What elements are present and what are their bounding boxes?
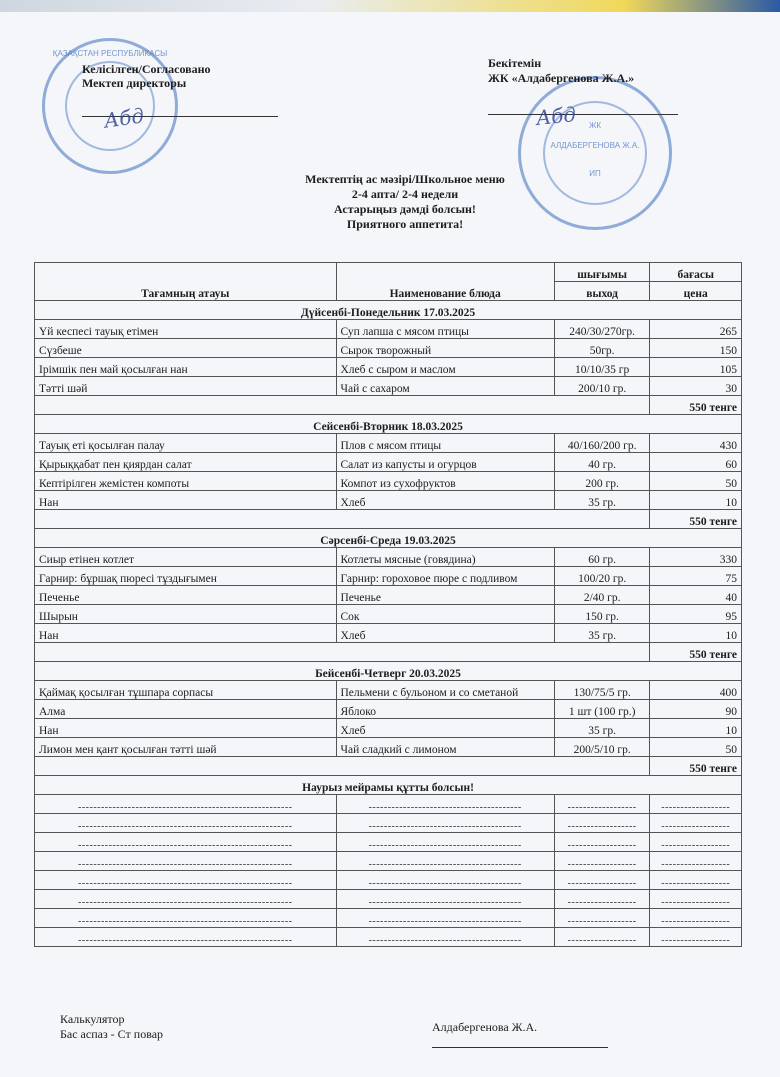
dish-price: 265: [650, 320, 742, 339]
dish-output: 50гр.: [554, 339, 650, 358]
day-title: Сәрсенбі-Среда 19.03.2025: [35, 529, 742, 548]
dish-price: 430: [650, 434, 742, 453]
table-row: [35, 586, 742, 605]
right-stamp-top: ЖК: [588, 121, 602, 130]
empty-cell-price: ------------------: [650, 909, 742, 928]
dish-name-ru: Печенье: [336, 586, 554, 605]
empty-row: [35, 871, 742, 890]
holiday-greeting: Наурыз мейрамы құтты болсын!: [35, 776, 742, 795]
dish-price: 330: [650, 548, 742, 567]
table-row: [35, 453, 742, 472]
dish-name-ru: Хлеб: [336, 491, 554, 510]
empty-cell-output: ------------------: [554, 852, 650, 871]
dish-name-ru: Плов с мясом птицы: [336, 434, 554, 453]
total-spacer: [35, 510, 650, 529]
dish-name-ru: Сок: [336, 605, 554, 624]
dish-price: 150: [650, 339, 742, 358]
table-row: [35, 358, 742, 377]
empty-cell-output: ------------------: [554, 871, 650, 890]
col-header-price-ru: цена: [650, 282, 742, 301]
day-total: 550 тенге: [650, 643, 742, 662]
dish-name-kz: Шырын: [35, 605, 337, 624]
empty-cell-price: ------------------: [650, 928, 742, 947]
dish-name-kz: Қаймақ қосылған тұшпара сорпасы: [35, 681, 337, 700]
holiday-row: [35, 776, 742, 795]
empty-cell-output: ------------------: [554, 890, 650, 909]
col-header-price-kz: бағасы: [650, 263, 742, 282]
day-total-row: [35, 396, 742, 415]
weeks-label: 2-4 апта/ 2-4 недели: [351, 187, 459, 201]
dish-output: 35 гр.: [554, 624, 650, 643]
calculator-label: Калькулятор: [60, 1012, 125, 1026]
empty-cell-ru: ----------------------------------------: [336, 890, 554, 909]
wish-ru: Приятного аппетита!: [346, 217, 464, 231]
dish-output: 200/10 гр.: [554, 377, 650, 396]
empty-cell-ru: ----------------------------------------: [336, 814, 554, 833]
dish-name-kz: Сүзбеше: [35, 339, 337, 358]
dish-name-kz: Гарнир: бұршақ пюресі тұздығымен: [35, 567, 337, 586]
empty-cell-kz: --------------------------------------------------------: [35, 909, 337, 928]
dish-name-ru: Сырок творожный: [336, 339, 554, 358]
dish-name-ru: Компот из сухофруктов: [336, 472, 554, 491]
empty-cell-kz: --------------------------------------------------------: [35, 890, 337, 909]
empty-cell-output: ------------------: [554, 833, 650, 852]
entrepreneur-label: ЖК «Алдабергенова Ж.А.»: [488, 71, 635, 85]
empty-cell-ru: ----------------------------------------: [336, 909, 554, 928]
dish-name-ru: Хлеб: [336, 719, 554, 738]
dish-price: 10: [650, 491, 742, 510]
day-title: Сейсенбі-Вторник 18.03.2025: [35, 415, 742, 434]
dish-output: 200/5/10 гр.: [554, 738, 650, 757]
dish-price: 50: [650, 738, 742, 757]
empty-cell-output: ------------------: [554, 928, 650, 947]
dish-name-ru: Чай сладкий с лимоном: [336, 738, 554, 757]
empty-row: [35, 890, 742, 909]
day-total-row: [35, 510, 742, 529]
director-signature: Абд: [102, 103, 146, 133]
dish-name-kz: Ірімшік пен май қосылған нан: [35, 358, 337, 377]
total-spacer: [35, 643, 650, 662]
dish-name-ru: Салат из капусты и огурцов: [336, 453, 554, 472]
day-title: Дүйсенбі-Понедельник 17.03.2025: [35, 301, 742, 320]
signatory-line: [432, 1035, 608, 1048]
signatory-name: Алдабергенова Ж.А.: [432, 1020, 538, 1034]
dish-name-kz: Сиыр етінен котлет: [35, 548, 337, 567]
dish-name-ru: Пельмени с бульоном и со сметаной: [336, 681, 554, 700]
col-header-output-kz: шығымы: [554, 263, 650, 282]
dish-output: 35 гр.: [554, 719, 650, 738]
left-stamp-text: ҚАЗАҚСТАН РЕСПУБЛИКАСЫ: [52, 49, 168, 58]
empty-cell-kz: --------------------------------------------------------: [35, 814, 337, 833]
dish-name-kz: Лимон мен қант қосылған тәтті шәй: [35, 738, 337, 757]
dish-name-kz: Қырыққабат пен қиярдан салат: [35, 453, 337, 472]
empty-cell-kz: --------------------------------------------------------: [35, 795, 337, 814]
approve-label: Бекітемін: [488, 56, 542, 70]
dish-output: 2/40 гр.: [554, 586, 650, 605]
total-spacer: [35, 396, 650, 415]
dish-price: 10: [650, 719, 742, 738]
empty-cell-kz: --------------------------------------------------------: [35, 833, 337, 852]
right-stamp-bottom: ИП: [589, 169, 601, 178]
table-row: [35, 719, 742, 738]
dish-name-ru: Чай с сахаром: [336, 377, 554, 396]
wish-kz: Астарыңыз дәмді болсын!: [334, 202, 476, 216]
approver-signature-line: [488, 86, 678, 115]
dish-price: 50: [650, 472, 742, 491]
empty-cell-output: ------------------: [554, 795, 650, 814]
dish-name-kz: Нан: [35, 624, 337, 643]
dish-name-ru: Котлеты мясные (говядина): [336, 548, 554, 567]
dish-name-kz: Алма: [35, 700, 337, 719]
footer-calculator: [60, 1012, 163, 1042]
day-header-row: [35, 415, 742, 434]
dish-output: 200 гр.: [554, 472, 650, 491]
dish-output: 35 гр.: [554, 491, 650, 510]
empty-cell-price: ------------------: [650, 871, 742, 890]
director-label: Мектеп директоры: [82, 76, 187, 90]
empty-cell-price: ------------------: [650, 852, 742, 871]
day-total: 550 тенге: [650, 510, 742, 529]
right-stamp-mid: АЛДАБЕРГЕНОВА Ж.А.: [550, 141, 640, 150]
dish-output: 100/20 гр.: [554, 567, 650, 586]
day-header-row: [35, 529, 742, 548]
chef-label: Бас аспаз - Ст повар: [60, 1027, 164, 1041]
empty-cell-ru: ----------------------------------------: [336, 928, 554, 947]
approval-right: [488, 56, 678, 115]
day-total: 550 тенге: [650, 396, 742, 415]
menu-table: [34, 262, 742, 947]
dish-name-ru: Гарнир: гороховое пюре с подливом: [336, 567, 554, 586]
footer-signatory: [432, 1020, 608, 1048]
dish-name-ru: Суп лапша с мясом птицы: [336, 320, 554, 339]
empty-cell-price: ------------------: [650, 833, 742, 852]
col-header-output-ru: выход: [554, 282, 650, 301]
empty-cell-price: ------------------: [650, 795, 742, 814]
dish-name-ru: Яблоко: [336, 700, 554, 719]
empty-cell-price: ------------------: [650, 814, 742, 833]
table-header-row: [35, 263, 742, 282]
day-total-row: [35, 757, 742, 776]
scan-edge: [0, 0, 780, 12]
day-total: 550 тенге: [650, 757, 742, 776]
empty-cell-ru: ----------------------------------------: [336, 795, 554, 814]
total-spacer: [35, 757, 650, 776]
dish-name-kz: Үй кеспесі тауық етімен: [35, 320, 337, 339]
empty-cell-output: ------------------: [554, 814, 650, 833]
table-row: [35, 472, 742, 491]
dish-price: 75: [650, 567, 742, 586]
menu-title-block: [250, 172, 560, 232]
dish-output: 1 шт (100 гр.): [554, 700, 650, 719]
dish-price: 40: [650, 586, 742, 605]
table-row: [35, 320, 742, 339]
empty-row: [35, 909, 742, 928]
day-header-row: [35, 301, 742, 320]
dish-output: 10/10/35 гр: [554, 358, 650, 377]
dish-name-kz: Кептірілген жемістен компоты: [35, 472, 337, 491]
table-row: [35, 605, 742, 624]
empty-cell-kz: --------------------------------------------------------: [35, 852, 337, 871]
agreed-label: Келісілген/Согласовано: [82, 62, 211, 76]
table-row: [35, 491, 742, 510]
col-header-name-kz: Тағамның атауы: [35, 263, 337, 301]
dish-output: 130/75/5 гр.: [554, 681, 650, 700]
table-row: [35, 567, 742, 586]
col-header-name-ru: Наименование блюда: [336, 263, 554, 301]
table-row: [35, 738, 742, 757]
dish-price: 105: [650, 358, 742, 377]
empty-cell-kz: --------------------------------------------------------: [35, 871, 337, 890]
day-total-row: [35, 643, 742, 662]
empty-row: [35, 928, 742, 947]
dish-name-kz: Тауық еті қосылған палау: [35, 434, 337, 453]
dish-price: 90: [650, 700, 742, 719]
dish-output: 60 гр.: [554, 548, 650, 567]
day-title: Бейсенбі-Четверг 20.03.2025: [35, 662, 742, 681]
table-row: [35, 434, 742, 453]
approver-signature: Абд: [534, 101, 578, 131]
empty-cell-ru: ----------------------------------------: [336, 871, 554, 890]
table-row: [35, 548, 742, 567]
table-row: [35, 681, 742, 700]
dish-price: 30: [650, 377, 742, 396]
empty-cell-kz: --------------------------------------------------------: [35, 928, 337, 947]
table-row: [35, 339, 742, 358]
dish-name-kz: Нан: [35, 719, 337, 738]
dish-name-ru: Хлеб: [336, 624, 554, 643]
dish-output: 240/30/270гр.: [554, 320, 650, 339]
empty-cell-output: ------------------: [554, 909, 650, 928]
dish-price: 95: [650, 605, 742, 624]
dish-output: 40/160/200 гр.: [554, 434, 650, 453]
table-row: [35, 377, 742, 396]
dish-price: 400: [650, 681, 742, 700]
empty-cell-ru: ----------------------------------------: [336, 833, 554, 852]
empty-cell-price: ------------------: [650, 890, 742, 909]
table-row: [35, 700, 742, 719]
menu-title: Мектептің ас мәзірі/Школьное меню: [305, 172, 505, 186]
empty-row: [35, 795, 742, 814]
dish-name-ru: Хлеб с сыром и маслом: [336, 358, 554, 377]
dish-name-kz: Нан: [35, 491, 337, 510]
dish-output: 40 гр.: [554, 453, 650, 472]
dish-price: 60: [650, 453, 742, 472]
table-row: [35, 624, 742, 643]
dish-price: 10: [650, 624, 742, 643]
empty-row: [35, 852, 742, 871]
day-header-row: [35, 662, 742, 681]
empty-row: [35, 833, 742, 852]
dish-name-kz: Печенье: [35, 586, 337, 605]
empty-row: [35, 814, 742, 833]
empty-cell-ru: ----------------------------------------: [336, 852, 554, 871]
dish-name-kz: Тәтті шәй: [35, 377, 337, 396]
dish-output: 150 гр.: [554, 605, 650, 624]
